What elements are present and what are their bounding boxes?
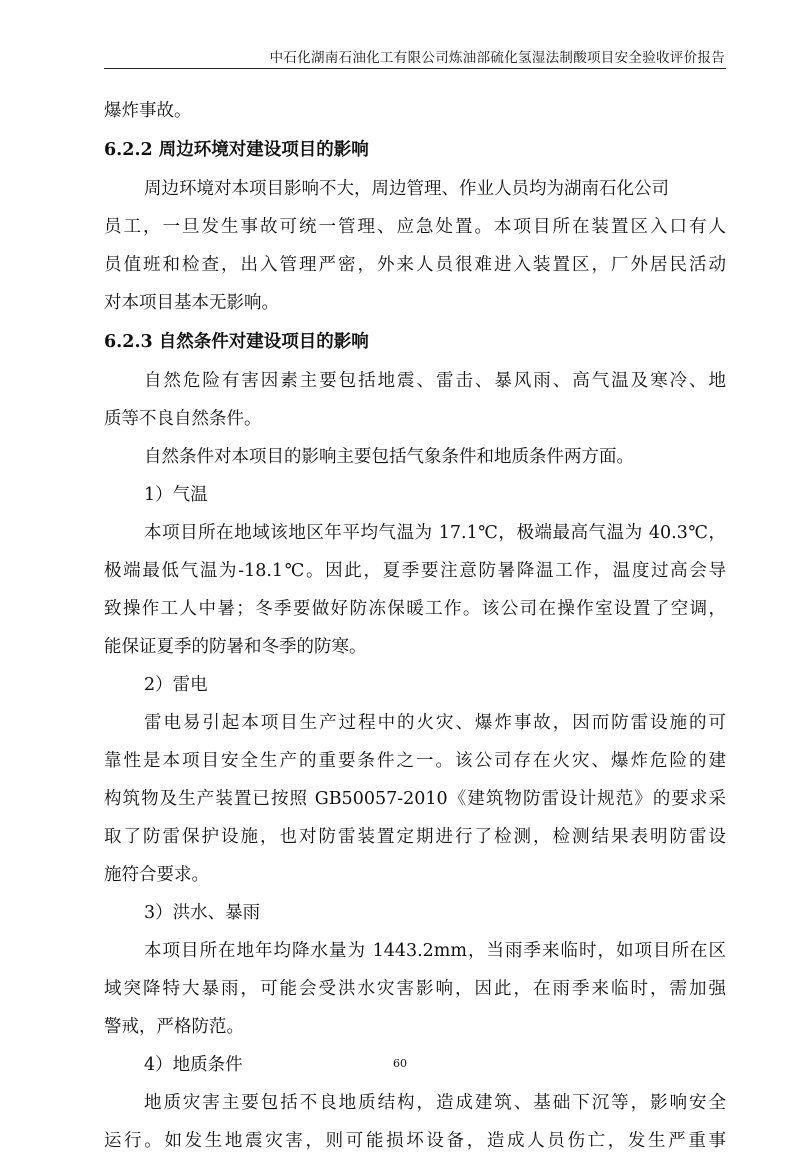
header-rule	[104, 68, 726, 69]
section-heading: 6.2.2 周边环境对建设项目的影响	[104, 140, 369, 160]
body-text-line: 雷电易引起本项目生产过程中的火灾、爆炸事故，因而防雷设施的可	[144, 713, 726, 733]
body-text-line: 运行。如发生地震灾害，则可能损坏设备，造成人员伤亡，发生严重事	[104, 1131, 726, 1151]
body-text-line: 域突降特大暴雨，可能会受洪水灾害影响，因此，在雨季来临时，需加强	[104, 979, 726, 999]
body-text-line: 周边环境对本项目影响不大，周边管理、作业人员均为湖南石化公司	[144, 179, 669, 199]
body-text-line: 质等不良自然条件。	[104, 409, 262, 429]
body-text-line: 4）地质条件	[144, 1055, 243, 1075]
document-body	[104, 92, 726, 1160]
section-heading: 6.2.3 自然条件对建设项目的影响	[104, 332, 369, 352]
body-text-line: 地质灾害主要包括不良地质结构，造成建筑、基础下沉等，影响安全	[144, 1093, 726, 1113]
body-text-line: 员工，一旦发生事故可统一管理、应急处置。本项目所在装置区入口有人	[104, 217, 726, 237]
body-text-line: 取了防雷保护设施，也对防雷装置定期进行了检测，检测结果表明防雷设	[104, 827, 726, 847]
body-text-line: 本项目所在地域该地区年平均气温为 17.1℃，极端最高气温为 40.3℃，	[144, 523, 726, 543]
body-text-line: 本项目所在地年均降水量为 1443.2mm，当雨季来临时，如项目所在区	[144, 941, 726, 961]
body-text-line: 员值班和检查，出入管理严密，外来人员很难进入装置区，厂外居民活动	[104, 255, 726, 275]
page-number: 60	[393, 1057, 407, 1070]
body-text-line: 3）洪水、暴雨	[144, 903, 261, 923]
body-text-line: 施符合要求。	[104, 865, 209, 885]
body-text-line: 2）雷电	[144, 675, 208, 695]
running-header: 中石化湖南石油化工有限公司炼油部硫化氢湿法制酸项目安全验收评价报告	[269, 50, 725, 66]
body-text-line: 极端最低气温为-18.1℃。因此，夏季要注意防暑降温工作，温度过高会导	[104, 561, 726, 581]
body-text-line: 能保证夏季的防暑和冬季的防寒。	[104, 637, 367, 657]
body-text-line: 致操作工人中暑；冬季要做好防冻保暖工作。该公司在操作室设置了空调，	[104, 599, 726, 619]
body-text-line: 靠性是本项目安全生产的重要条件之一。该公司存在火灾、爆炸危险的建	[104, 751, 726, 771]
body-text-line: 警戒，严格防范。	[104, 1017, 244, 1037]
body-text-line: 1）气温	[144, 485, 208, 505]
body-text-line: 自然危险有害因素主要包括地震、雷击、暴风雨、高气温及寒冷、地	[144, 371, 726, 391]
body-text-line: 自然条件对本项目的影响主要包括气象条件和地质条件两方面。	[144, 447, 634, 467]
body-text-line: 构筑物及生产装置已按照 GB50057-2010《建筑物防雷设计规范》的要求采	[104, 789, 726, 809]
body-text-line: 爆炸事故。	[104, 101, 192, 121]
body-text-line: 对本项目基本无影响。	[104, 293, 279, 313]
